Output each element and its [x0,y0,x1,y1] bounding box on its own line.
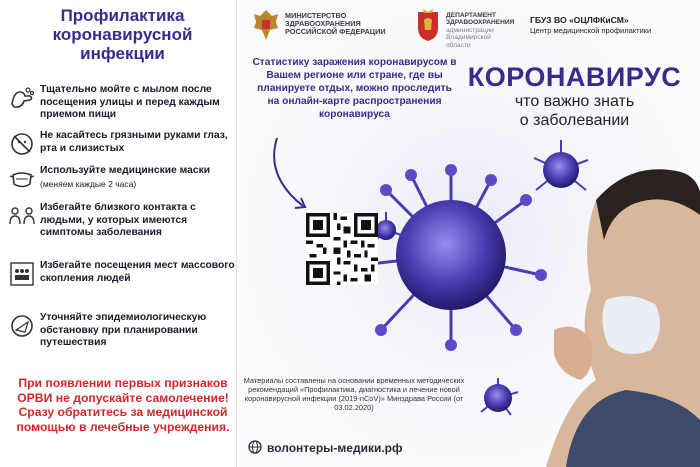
headline-title: КОРОНАВИРУС [467,62,682,92]
department-name [446,12,516,49]
department-subtitle: администрации Владимирской области [446,26,494,49]
qr-code[interactable] [306,213,378,285]
travel-icon [8,312,36,340]
website-text: волонтеры-медики.рф [267,441,403,455]
crowd-icon [8,260,36,288]
no-touch-face-icon [8,130,36,158]
ministry-name: МИНИСТЕРСТВО ЗДРАВООХРАНЕНИЯ РОССИЙСКОЙ ФЕДЕРАЦИИ [285,11,386,37]
gbuz-subtitle: Центр медицинской профилактики [530,26,652,35]
tip-text: Уточняйте эпидемиологическую обстановку при планировании путешествия [40,312,207,349]
globe-icon [248,440,262,454]
gbuz-org [530,15,700,36]
hand-wash-icon [8,84,36,112]
mask-icon [8,165,36,193]
headline-subtitle-2: о заболевании [519,112,630,129]
distance-icon [8,202,36,230]
materials-note: Материалы составлены на основании временных методических рекомендаций «Профилактика, диагностика и лечение новой коронавирусной инфекции (2019-nCoV)» Минздрава России (от 03.02.2020) [243,376,465,412]
tip-text: Избегайте близкого контакта с людьми, у которых имеются симптомы заболевания [40,202,196,239]
warning-text: При появлении первых признаков ОРВИ не допускайте самолечение! Сразу обратитесь за медицинской помощью в лечебные учреждения. [16,376,230,434]
tip-mask-sub: (меняем каждые 2 часа) [40,178,137,189]
prevention-panel [0,0,236,467]
headline-subtitle-1: что важно знать [514,93,635,110]
headline [462,62,687,130]
tip-text: Не касайтесь грязными руками глаз, рта и слизистых [40,130,228,154]
tip-text [40,165,235,191]
statistics-text: Статистику заражения коронавирусом в Вашем регионе или стране, где вы планируете отдых, можно проследить на онлайн-карте распространения коронавируса [252,57,457,120]
curved-arrow-icon [265,136,325,216]
gbuz-name: ГБУЗ ВО «ОЦЛФКиСМ» [530,15,629,25]
vladimir-coat-of-arms-icon [415,8,441,42]
tip-text: Тщательно мойте с мылом после посещения улицы и перед каждым приемом пищи [40,84,220,121]
panel-divider [236,0,237,467]
tip-mask-main: Используйте медицинские маски [40,165,211,176]
website-link[interactable] [248,440,468,455]
ministry-emblem-icon [252,8,280,42]
department-title: ДЕПАРТАМЕНТ ЗДРАВООХРАНЕНИЯ [446,12,515,27]
prevention-title: Профилактика коронавирусной инфекции [52,6,193,63]
tip-text: Избегайте посещения мест массового скопления людей [40,260,235,284]
